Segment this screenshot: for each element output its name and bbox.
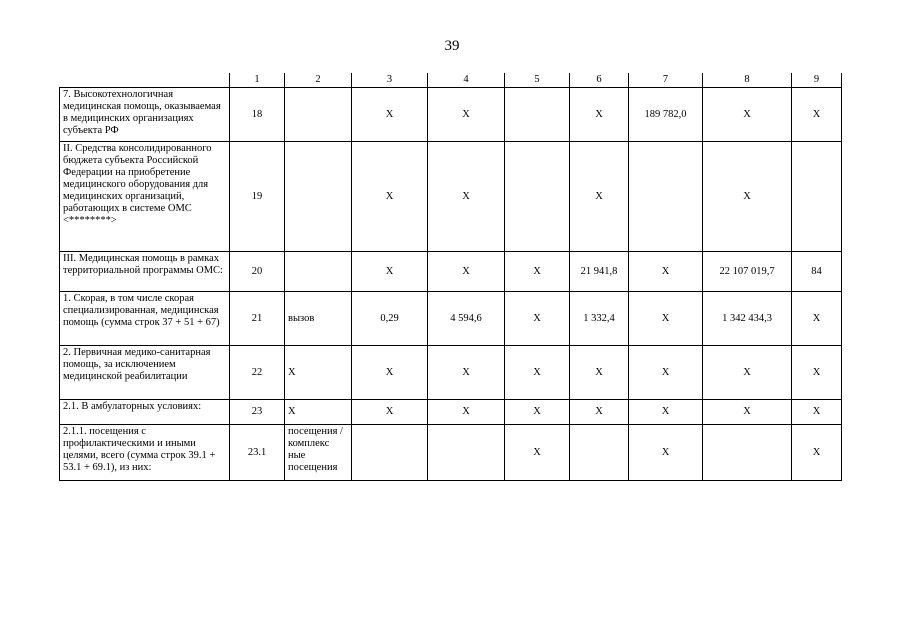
column-header: 2	[285, 73, 352, 88]
table-cell: Х	[703, 142, 792, 252]
table-cell: 1 332,4	[570, 292, 629, 346]
column-header: 4	[428, 73, 505, 88]
table-cell: 20	[230, 252, 285, 292]
table-cell: Х	[570, 88, 629, 142]
table-cell	[285, 88, 352, 142]
column-header: 9	[792, 73, 842, 88]
table-cell: Х	[428, 88, 505, 142]
table-cell: 23	[230, 400, 285, 425]
table-cell: 23.1	[230, 425, 285, 481]
table-cell	[352, 425, 428, 481]
table-cell: 22	[230, 346, 285, 400]
table-cell: 4 594,6	[428, 292, 505, 346]
table-cell: Х	[570, 346, 629, 400]
table-cell: Х	[352, 346, 428, 400]
row-label: 1. Скорая, в том числе скорая специализированная, медицинская помощь (сумма строк 37 + 51 + 67)	[60, 292, 230, 346]
table-cell: Х	[792, 88, 842, 142]
table-cell	[285, 142, 352, 252]
table-cell: Х	[285, 346, 352, 400]
table-cell: Х	[352, 142, 428, 252]
table-cell: 19	[230, 142, 285, 252]
table-cell: 21 941,8	[570, 252, 629, 292]
table-row	[60, 88, 842, 142]
table-cell: Х	[505, 252, 570, 292]
row-label: 2.1. В амбулаторных условиях:	[60, 400, 230, 425]
table-row	[60, 346, 842, 400]
table-cell: Х	[629, 252, 703, 292]
table-cell: Х	[352, 400, 428, 425]
table-cell: Х	[703, 346, 792, 400]
row-label: 7. Высокотехнологичная медицинская помощь, оказываемая в медицинских организациях субъекта РФ	[60, 88, 230, 142]
column-header: 5	[505, 73, 570, 88]
table-cell: Х	[352, 88, 428, 142]
table-cell	[505, 142, 570, 252]
table-cell: Х	[505, 292, 570, 346]
row-label: III. Медицинская помощь в рамках территориальной программы ОМС:	[60, 252, 230, 292]
table-cell: посещения /комплекс ные посещения	[285, 425, 352, 481]
table-row	[60, 425, 842, 481]
table-cell: Х	[792, 292, 842, 346]
table-cell: Х	[792, 400, 842, 425]
table-cell: Х	[570, 400, 629, 425]
table-row	[60, 252, 842, 292]
column-header: 3	[352, 73, 428, 88]
table-cell: Х	[505, 425, 570, 481]
column-header: 6	[570, 73, 629, 88]
table-cell: Х	[629, 346, 703, 400]
table-cell: Х	[505, 400, 570, 425]
table-cell: Х	[428, 346, 505, 400]
column-header: 1	[230, 73, 285, 88]
table-cell	[505, 88, 570, 142]
table-cell: Х	[428, 400, 505, 425]
table-cell: вызов	[285, 292, 352, 346]
row-label: 2. Первичная медико-санитарная помощь, за исключением медицинской реабилитации	[60, 346, 230, 400]
table-cell: Х	[428, 142, 505, 252]
row-label: II. Средства консолидированного бюджета субъекта Российской Федерации на приобретение медицинского оборудования для медицинских организаций, работающих в системе ОМС <********>	[60, 142, 230, 252]
table-row	[60, 400, 842, 425]
table-cell	[703, 425, 792, 481]
table-cell	[570, 425, 629, 481]
column-header	[60, 73, 230, 88]
table-cell: Х	[428, 252, 505, 292]
table-header-row	[60, 73, 842, 88]
table-cell: 1 342 434,3	[703, 292, 792, 346]
data-table	[59, 73, 842, 481]
column-header: 7	[629, 73, 703, 88]
table-cell: Х	[629, 400, 703, 425]
table-cell: Х	[352, 252, 428, 292]
table-cell: 22 107 019,7	[703, 252, 792, 292]
table-cell: Х	[570, 142, 629, 252]
table-cell: Х	[285, 400, 352, 425]
table-cell: Х	[792, 425, 842, 481]
table-cell	[629, 142, 703, 252]
page-number: 39	[444, 38, 460, 54]
table-cell: Х	[703, 88, 792, 142]
table-cell: 18	[230, 88, 285, 142]
table-cell: Х	[629, 292, 703, 346]
table-cell: Х	[703, 400, 792, 425]
table-row	[60, 292, 842, 346]
table-cell: 189 782,0	[629, 88, 703, 142]
table-row	[60, 142, 842, 252]
table-cell: 84	[792, 252, 842, 292]
table-cell: Х	[792, 346, 842, 400]
column-header: 8	[703, 73, 792, 88]
table-cell	[792, 142, 842, 252]
table-cell: 0,29	[352, 292, 428, 346]
table-cell: Х	[629, 425, 703, 481]
table-cell: Х	[505, 346, 570, 400]
row-label: 2.1.1. посещения с профилактическими и иными целями, всего (сумма строк 39.1 + 53.1 + 69.1), из них:	[60, 425, 230, 481]
table-cell	[285, 252, 352, 292]
table-cell: 21	[230, 292, 285, 346]
table-cell	[428, 425, 505, 481]
